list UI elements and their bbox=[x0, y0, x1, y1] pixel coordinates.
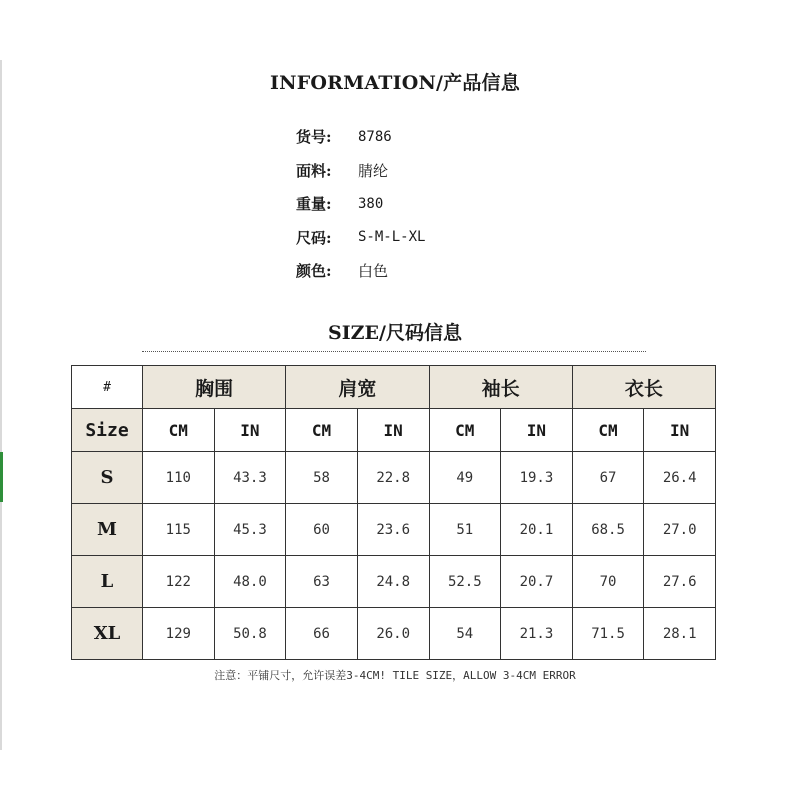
value-cell: 26.4 bbox=[644, 452, 716, 504]
unit-cell: IN bbox=[357, 409, 429, 452]
value-cell: 68.5 bbox=[572, 504, 644, 556]
value-cell: 71.5 bbox=[572, 608, 644, 660]
table-row bbox=[72, 608, 716, 660]
unit-cell: CM bbox=[286, 409, 358, 452]
header-length: 衣长 bbox=[572, 366, 715, 409]
value-cell: 54 bbox=[429, 608, 501, 660]
value-cell: 110 bbox=[143, 452, 215, 504]
info-row-color bbox=[296, 254, 425, 288]
value-cell: 20.1 bbox=[501, 504, 573, 556]
row-size-cell: L bbox=[72, 556, 143, 608]
unit-cell: IN bbox=[214, 409, 286, 452]
value-cell: 27.6 bbox=[644, 556, 716, 608]
value-cell: 70 bbox=[572, 556, 644, 608]
row-size-cell: M bbox=[72, 504, 143, 556]
value-cell: 23.6 bbox=[357, 504, 429, 556]
table-row bbox=[72, 556, 716, 608]
info-value: 腈纶 bbox=[358, 161, 389, 180]
info-value: 8786 bbox=[358, 128, 392, 145]
table-header-row bbox=[72, 366, 716, 409]
unit-cell: CM bbox=[143, 409, 215, 452]
value-cell: 67 bbox=[572, 452, 644, 504]
left-edge-marker bbox=[0, 452, 3, 502]
value-cell: 19.3 bbox=[501, 452, 573, 504]
info-label: 重量: bbox=[296, 195, 332, 214]
value-cell: 28.1 bbox=[644, 608, 716, 660]
size-title: SIZE/尺码信息 bbox=[328, 322, 462, 344]
value-cell: 129 bbox=[143, 608, 215, 660]
size-header-cell: Size bbox=[72, 409, 143, 452]
product-info-list bbox=[296, 120, 425, 288]
measurement-note: 注意：平铺尺寸，允许误差3-4CM! TILE SIZE，ALLOW 3-4CM ERROR bbox=[214, 669, 576, 682]
info-label: 颜色: bbox=[296, 262, 332, 281]
info-row-item-number bbox=[296, 120, 425, 154]
info-label: 货号: bbox=[296, 128, 332, 147]
value-cell: 20.7 bbox=[501, 556, 573, 608]
header-sleeve: 袖长 bbox=[429, 366, 572, 409]
value-cell: 51 bbox=[429, 504, 501, 556]
row-size-cell: S bbox=[72, 452, 143, 504]
value-cell: 22.8 bbox=[357, 452, 429, 504]
unit-cell: IN bbox=[501, 409, 573, 452]
value-cell: 52.5 bbox=[429, 556, 501, 608]
info-label: 尺码: bbox=[296, 228, 332, 247]
value-cell: 27.0 bbox=[644, 504, 716, 556]
info-value: 380 bbox=[358, 195, 384, 212]
value-cell: 66 bbox=[286, 608, 358, 660]
unit-cell: IN bbox=[644, 409, 716, 452]
value-cell: 122 bbox=[143, 556, 215, 608]
value-cell: 21.3 bbox=[501, 608, 573, 660]
value-cell: 60 bbox=[286, 504, 358, 556]
information-title: INFORMATION/产品信息 bbox=[270, 72, 520, 94]
table-row bbox=[72, 452, 716, 504]
table-row bbox=[72, 504, 716, 556]
value-cell: 115 bbox=[143, 504, 215, 556]
size-chart-table bbox=[71, 365, 716, 660]
info-value: S-M-L-XL bbox=[358, 229, 426, 246]
info-row-fabric bbox=[296, 154, 425, 188]
value-cell: 43.3 bbox=[214, 452, 286, 504]
info-row-sizes bbox=[296, 221, 425, 255]
header-chest: 胸围 bbox=[143, 366, 286, 409]
value-cell: 63 bbox=[286, 556, 358, 608]
info-row-weight bbox=[296, 187, 425, 221]
value-cell: 49 bbox=[429, 452, 501, 504]
value-cell: 48.0 bbox=[214, 556, 286, 608]
left-edge-line bbox=[0, 60, 2, 750]
value-cell: 50.8 bbox=[214, 608, 286, 660]
table-unit-row bbox=[72, 409, 716, 452]
info-label: 面料: bbox=[296, 161, 332, 180]
value-cell: 45.3 bbox=[214, 504, 286, 556]
unit-cell: CM bbox=[572, 409, 644, 452]
value-cell: 26.0 bbox=[357, 608, 429, 660]
unit-cell: CM bbox=[429, 409, 501, 452]
value-cell: 58 bbox=[286, 452, 358, 504]
dotted-divider bbox=[142, 351, 646, 352]
header-shoulder: 肩宽 bbox=[286, 366, 429, 409]
value-cell: 24.8 bbox=[357, 556, 429, 608]
corner-cell: # bbox=[72, 366, 143, 409]
row-size-cell: XL bbox=[72, 608, 143, 660]
info-value: 白色 bbox=[358, 262, 389, 281]
